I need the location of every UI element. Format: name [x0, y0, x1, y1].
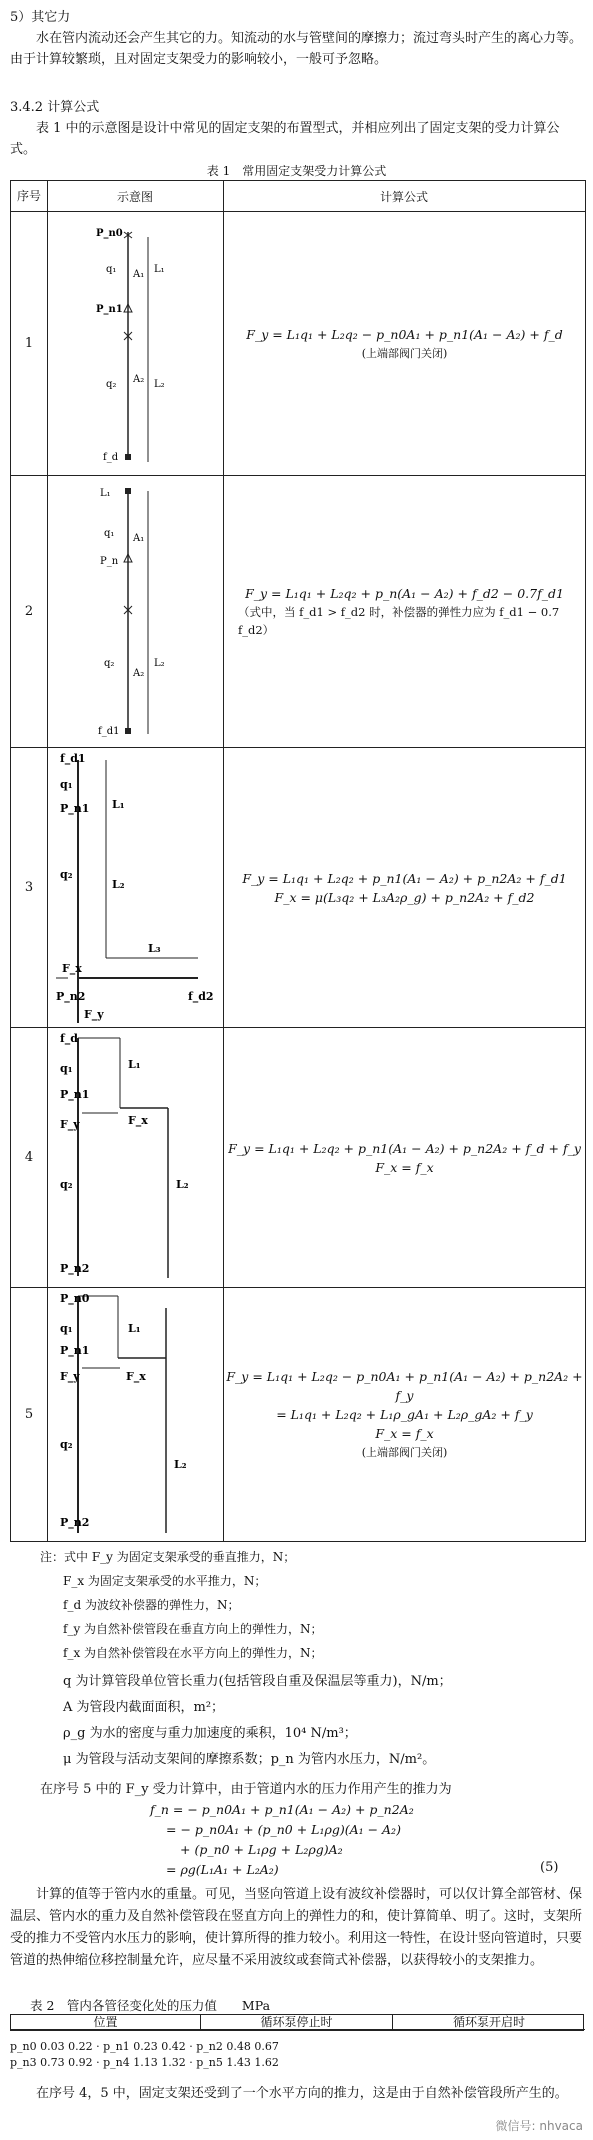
label: A₂	[133, 668, 145, 679]
formula-note: （式中，当 f_d1 > f_d2 时，补偿器的弹性力应为 f_d1 − 0.7 f_d2）	[238, 605, 560, 637]
table-cell: 0.23	[133, 2040, 158, 2053]
formula-line: F_y = L₁q₁ + L₂q₂ + p_n1(A₁ − A₂) + p_n2A₂ + f_d + f_y	[228, 1140, 581, 1156]
header-pump-off: 循环泵停止时	[201, 2015, 393, 2030]
section-heading: 3.4.2 计算公式	[10, 100, 100, 115]
label: q₂	[60, 868, 73, 881]
label: F_x	[62, 962, 82, 975]
formula-line: F_y = L₁q₁ + L₂q₂ + p_n(A₁ − A₂) + f_d2 − 0.7f_d1	[245, 586, 564, 601]
table-cell: p_n3	[10, 2056, 37, 2069]
note-line: f_d 为波纹补偿器的弹性力，N；	[63, 1598, 240, 1612]
formula-cell	[224, 476, 585, 747]
note-line: f_y 为自然补偿管段在垂直方向上的弹性力，N；	[63, 1622, 323, 1636]
label: F_y	[60, 1118, 80, 1131]
label: q₁	[60, 1322, 73, 1335]
label: q₁	[106, 264, 117, 275]
formula-cell	[224, 212, 585, 475]
label: f_d	[60, 1032, 78, 1045]
label: P_n1	[60, 802, 90, 815]
label: P_n0	[60, 1292, 90, 1305]
header-diagram: 示意图	[116, 189, 153, 204]
label: P_n	[100, 556, 119, 567]
formula-line: F_x = f_x	[375, 1159, 434, 1175]
label: f_d1	[60, 752, 86, 765]
table-cell: 0.22	[68, 2040, 93, 2053]
label: L₂	[176, 1178, 189, 1191]
equation-line: f_n = − p_n0A₁ + p_n1(A₁ − A₂) + p_n2A₂	[150, 1802, 414, 1817]
equation-line: + (p_n0 + L₁ρg + L₂ρg)A₂	[180, 1842, 343, 1857]
row-number: 3	[24, 880, 34, 895]
table-cell: 0.92	[68, 2056, 93, 2069]
section-heading: 5）其它力	[10, 10, 71, 25]
note-line: A 为管段内截面面积，m²；	[63, 1700, 225, 1715]
table-caption: 表 2 管内各管径变化处的压力值 MPa	[30, 1998, 271, 2013]
formula-cell	[224, 1028, 585, 1287]
label: f_d2	[188, 990, 214, 1003]
formula-note: (上端部阀门关闭)	[361, 1446, 448, 1459]
label: q₂	[106, 379, 117, 390]
table-cell: 0.42	[161, 2040, 186, 2053]
label: q₂	[60, 1438, 73, 1451]
diagram-5	[48, 1288, 223, 1541]
label: P_n2	[56, 990, 86, 1003]
formula-line: = L₁q₁ + L₂q₂ + L₁ρ_gA₁ + L₂ρ_gA₂ + f_y	[276, 1407, 533, 1422]
table-2-grid	[10, 2014, 584, 2031]
label: L₂	[154, 658, 165, 669]
label: f_d1	[98, 726, 120, 737]
equation-line: = − p_n0A₁ + (p_n0 + L₁ρg)(A₁ − A₂)	[166, 1822, 401, 1837]
note-line: f_x 为自然补偿管段在水平方向上的弹性力，N；	[63, 1646, 323, 1660]
label: P_n1	[60, 1088, 90, 1101]
note-line: ρ_g 为水的密度与重力加速度的乘积，10⁴ N/m³；	[63, 1726, 357, 1741]
row-number: 5	[24, 1407, 34, 1422]
label: q₁	[60, 1062, 73, 1075]
label: A₁	[133, 533, 145, 544]
label: P_n1	[60, 1344, 90, 1357]
formula-line: F_y = L₁q₁ + L₂q₂ − p_n0A₁ + p_n1(A₁ − A₂) + p_n2A₂ + f_y	[226, 1369, 583, 1403]
label: L₃	[148, 942, 161, 955]
note-line: 注：式中 F_y 为固定支架承受的垂直推力，N；	[40, 1550, 296, 1564]
label: L₂	[174, 1458, 187, 1471]
table-cell: p_n5	[196, 2056, 223, 2069]
label: F_x	[126, 1370, 146, 1383]
paragraph: 表 1 中的示意图是设计中常见的固定支架的布置型式，并相应列出了固定支架的受力计算公式。	[10, 121, 560, 157]
label: q₂	[104, 658, 115, 669]
table-cell: p_n4	[103, 2056, 130, 2069]
table-cell: p_n0	[10, 2040, 37, 2053]
formula-line: F_x = f_x	[375, 1426, 434, 1441]
table-cell: p_n2	[196, 2040, 223, 2053]
row-number: 1	[24, 336, 34, 351]
label: q₁	[60, 778, 73, 791]
header-formula: 计算公式	[379, 189, 428, 204]
equation-number: (5)	[540, 1860, 559, 1875]
label: F_y	[84, 1008, 104, 1021]
table-cell: p_n1	[103, 2040, 130, 2053]
paragraph: 在序号 4，5 中，固定支架还受到了一个水平方向的推力，这是由于自然补偿管段所产生的。	[36, 2086, 568, 2101]
label: A₂	[133, 374, 145, 385]
label: L₁	[100, 488, 111, 499]
formula-note: (上端部阀门关闭)	[361, 346, 448, 360]
header-no: 序号	[16, 189, 41, 203]
table-cell: 1.13	[133, 2056, 158, 2069]
label: P_n2	[60, 1262, 90, 1275]
label: q₂	[60, 1178, 73, 1191]
diagram-4	[48, 1028, 223, 1287]
formula-line: F_y = L₁q₁ + L₂q₂ + p_n1(A₁ − A₂) + p_n2A₂ + f_d1	[242, 870, 567, 886]
label: P_n0	[96, 228, 123, 239]
note-line: F_x 为固定支架承受的水平推力，N；	[63, 1574, 267, 1588]
table-cell: 1.32	[161, 2056, 186, 2069]
diagram-1	[48, 212, 223, 475]
label: f_d	[103, 452, 119, 463]
formula-cell	[224, 1288, 585, 1541]
note-line: μ 为管段与活动支架间的摩擦系数；p_n 为管内水压力，N/m²。	[63, 1752, 436, 1767]
label: L₂	[112, 878, 125, 891]
header-position: 位置	[11, 2015, 201, 2030]
paragraph: 计算的值等于管内水的重量。可见，当竖向管道上设有波纹补偿器时，可以仅计算全部管材、保温层、管内水的重力及自然补偿管段在竖直方向上的弹性力的和，使计算简单、明了。这时，支架所受的推力不受管内水压力的影响，使计算所得的推力较小。利用这一特性，在设计竖向管道时，只要管道的热伸缩位移控制量允许，应尽量不采用波纹或套筒式补偿器，以获得较小的支架推力。	[10, 1887, 583, 1968]
row-number: 2	[24, 604, 34, 619]
watermark: 微信号: nhvaca	[495, 2119, 583, 2133]
table-1	[10, 180, 586, 1542]
label: L₁	[154, 264, 165, 275]
paragraph: 在序号 5 中的 F_y 受力计算中，由于管道内水的压力作用产生的推力为	[40, 1782, 452, 1797]
paragraph: 水在管内流动还会产生其它的力。知流动的水与管壁间的摩擦力；流过弯头时产生的离心力等。由于计算较繁琐，且对固定支架受力的影响较小，一般可予忽略。	[10, 31, 583, 67]
formula-line: F_x = μ(L₃q₂ + L₃A₂ρ_g) + p_n2A₂ + f_d2	[274, 889, 535, 905]
formula-line: F_y = L₁q₁ + L₂q₂ − p_n0A₁ + p_n1(A₁ − A₂) + f_d	[246, 326, 563, 342]
diagram-3	[48, 748, 223, 1027]
label: F_x	[128, 1114, 148, 1127]
label: L₁	[128, 1058, 141, 1071]
table-cell: 0.73	[40, 2056, 65, 2069]
table-cell: 1.43	[226, 2056, 251, 2069]
label: L₁	[112, 798, 125, 811]
equation-line: = ρg(L₁A₁ + L₂A₂)	[166, 1862, 279, 1877]
table-cell: 1.62	[254, 2056, 279, 2069]
formula-cell	[224, 748, 585, 1027]
note-line: q 为计算管段单位管长重力(包括管段自重及保温层等重力)，N/m；	[63, 1674, 452, 1689]
header-pump-on: 循环泵开启时	[393, 2015, 585, 2030]
table-cell: 0.03	[40, 2040, 65, 2053]
table-cell: 0.48	[226, 2040, 251, 2053]
label: P_n1	[96, 304, 123, 315]
table-cell: 0.67	[254, 2040, 279, 2053]
label: A₁	[133, 269, 145, 280]
label: q₁	[104, 528, 115, 539]
table-caption: 表 1 常用固定支架受力计算公式	[206, 164, 387, 178]
row-number: 4	[24, 1150, 34, 1165]
diagram-2	[48, 476, 223, 747]
label: P_n2	[60, 1516, 90, 1529]
table-2-rows: p_n3 0.73 0.92 · p_n4 1.13 1.32 · p_n5 1.43 1.62	[10, 2056, 279, 2069]
label: L₁	[128, 1322, 141, 1335]
label: F_y	[60, 1370, 80, 1383]
table-2-rows: p_n0 0.03 0.22 · p_n1 0.23 0.42 · p_n2 0.48 0.67	[10, 2040, 279, 2053]
label: L₂	[154, 379, 165, 390]
